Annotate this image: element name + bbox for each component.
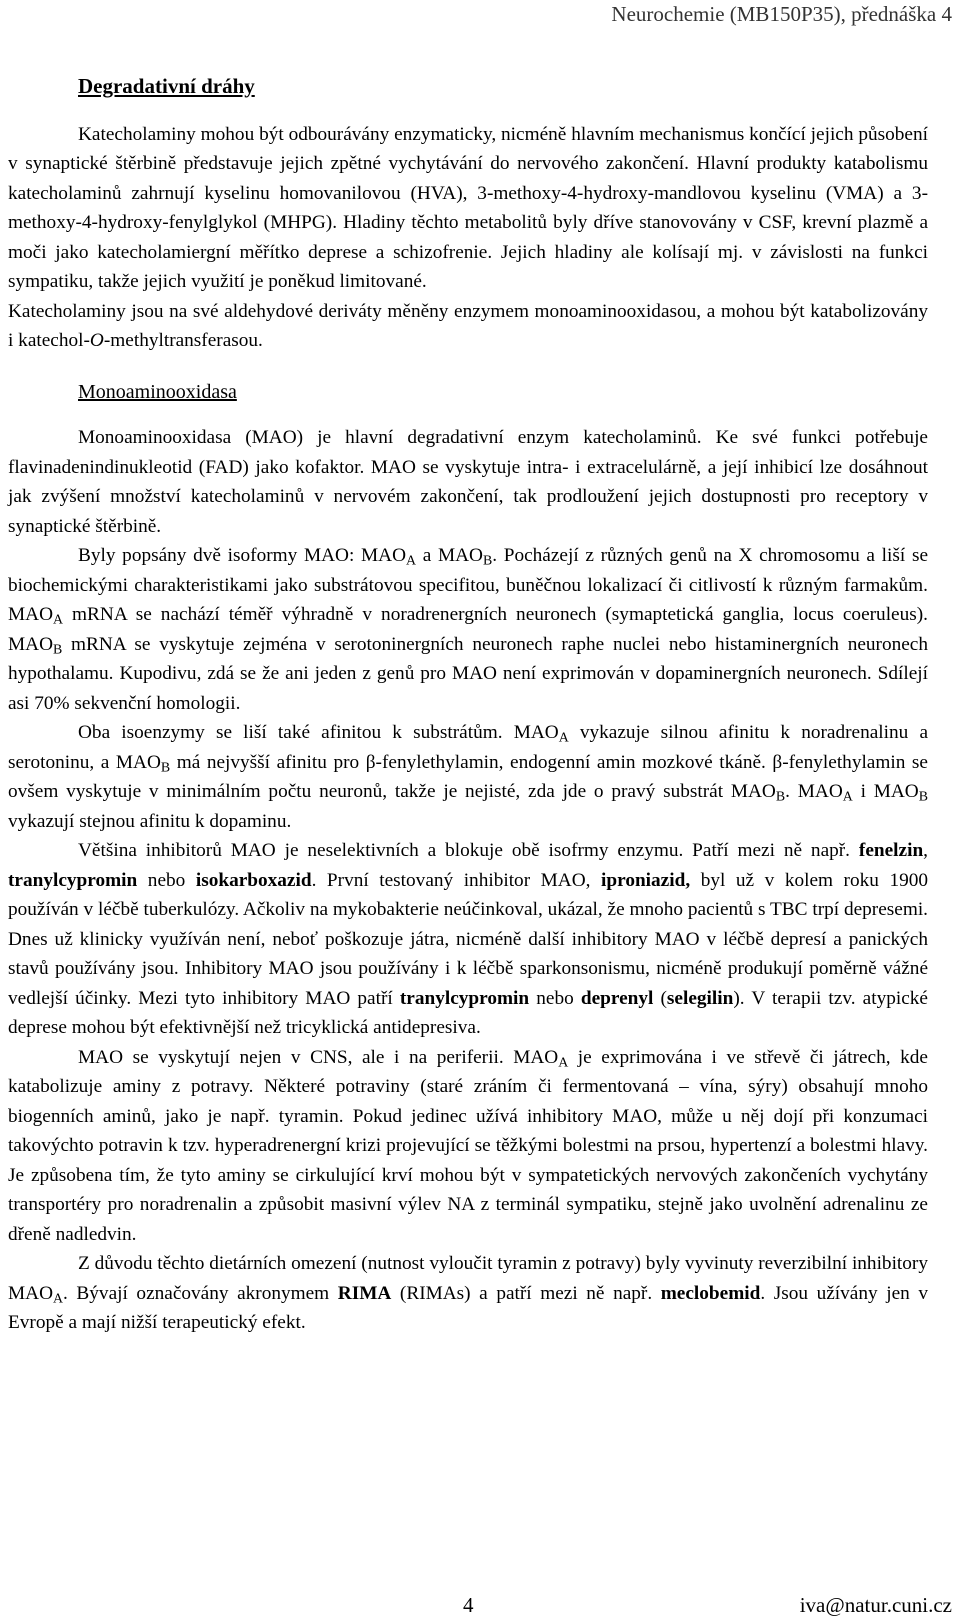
paragraph-mao-intro: Monoaminooxidasa (MAO) je hlavní degradativní enzym katecholaminů. Ke své funkci potřebuje flavinadenindinukleotid (FAD) jako kofaktor. MAO se vyskytuje intra- i extracelulárně, a její inhibicí lze dosáhnout jak zvýšení množství katecholaminů v nervovém zakončení, tak prodloužení jejich dostupnosti pro receptory v synaptické štěrbině. [8,427,928,537]
subsection-title: Monoaminooxidasa [78,380,237,403]
paragraph-inhibitors: Většina inhibitorů MAO je neselektivních a blokuje obě isofrmy enzymu. Patří mezi ně např. fenelzin, tranylcypromin nebo isokarboxazid. První testovaný inhibitor MAO, iproniazid, byl už v kolem roku 1900 používán v léčbě tuberkulózy. Ačkoliv na mykobakterie neúčinkoval, ukázal, že mnoho pacientů s TBC trpí depresemi. Dnes už klinicky využíván není, neboť poškozuje játra, nicméně další inhibitory MAO v léčbě depresí a panických stavů používány jsou. Inhibitory MAO jsou používány i k léčbě sparkonsonismu, nicméně produkují poměrně vážné vedlejší účinky. Mezi tyto inhibitory MAO patří tranylcypromin nebo deprenyl (selegilin). V terapii tzv. atypické deprese mohou být efektivnější než tricyklická antidepresiva. [8,840,929,1038]
running-header: Neurochemie (MB150P35), přednáška 4 [611,2,952,26]
author-email: iva@natur.cuni.cz [799,1593,952,1617]
page-number: 4 [463,1593,474,1617]
paragraph-periphery: MAO se vyskytují nejen v CNS, ale i na periferii. $MAO_A$ je exprimována i ve střevě či játrech, kde katabolizuje aminy z potravy. Některé potraviny (staré zráním či fermentovaná – vína, sýry) obsahují mnoho biogenních aminů, jako je např. tyramin. Pokud jedinec užívá inhibitory MAO, může u něj dojí při konzumaci takovýchto potravin k tzv. hyperadrenergní krizi projevující se těžkými bolestmi na prsou, hypertenzí a bolestmi hlavy. Je způsobena tím, že tyto aminy se cirkulující krví mohou být v sympatetických nervových zakončeních vychytány transportéry pro noradrenalin a způsobit masivní výlev NA z terminál sympatiku, stejně jako uvolnění adrenalinu ze dřeně nadledvin. [8,1046,928,1245]
paragraph-degradation: Katecholaminy mohou být odbourávány enzymaticky, nicméně hlavním mechanismus končící jejich působení v synaptické štěrbině představuje jejich zpětné vychytávání do nervového zakončení. Hlavní produkty katabolismu katecholaminů zahrnují kyselinu homovanilovou (HVA), 3-methoxy-4-hydroxy-mandlovou kyselinu (VMA) a 3-methoxy-4-hydroxy-fenylglykol (MHPG). Hladiny těchto metabolitů byly dříve stanovovány v CSF, krevní plazmě a moči jako katecholamiergní měřítko deprese a schizofrenie. Jejich hladiny ale kolísají mj. v závislosti na funkci sympatiku, takže jejich využití je poněkud limitované. Katecholaminy jsou na své aldehydové deriváty měněny enzymem monoaminooxidasou, a mohou být katabolizovány i katechol-O-methyltransferasou. [8,123,928,351]
paragraph-affinity: Oba isoenzymy se liší také afinitou k substrátům. $MAO_A$ vykazuje silnou afinitu k noradrenalinu a serotoninu, a $MAO_B$ má nejvyšší afinitu pro β-fenylethylamin, endogenní amin mozkové tkáně. β-fenylethylamin se ovšem vyskytuje v minimálním počtu neuronů, takže je nejisté, zda jde o pravý substrát $MAO_B$. $MAO_A$ i $MAO_B$ vykazují stejnou afinitu k dopaminu. [8,722,929,832]
document-body [8,72,928,1338]
paragraph-rima: Z důvodu těchto dietárních omezení (nutnost vyloučit tyramin z potravy) byly vyvinuty reverzibilní inhibitory $MAO_A$. Bývají označovány akronymem RIMA (RIMAs) a patří mezi ně např. meclobemid. Jsou užívány jen v Evropě a mají nižší terapeutický efekt. [8,1253,929,1333]
section-title: Degradativní dráhy [78,74,255,98]
paragraph-isoforms: Byly popsány dvě isoformy MAO: $MAO_A$ a $MAO_B$. Pocházejí z různých genů na X chromosomu a liší se biochemickými charakteristikami jako substrátovou specifitou, buněčnou lokalizací či citlivostí k různým farmakům. $MAO_A$ mRNA se nachází téměř výhradně v noradrenergních neuronech (symaptetická ganglia, locus coeruleus). $MAO_B$ mRNA se vyskytuje zejména v serotoninergních neuronech raphe nuclei nebo histaminergních neuronech hypothalamu. Kupodivu, zdá se že ani jeden z genů pro MAO není exprimován v dopaminergních neuronech. Sdílejí asi 70% sekvenční homologii. [8,545,929,714]
